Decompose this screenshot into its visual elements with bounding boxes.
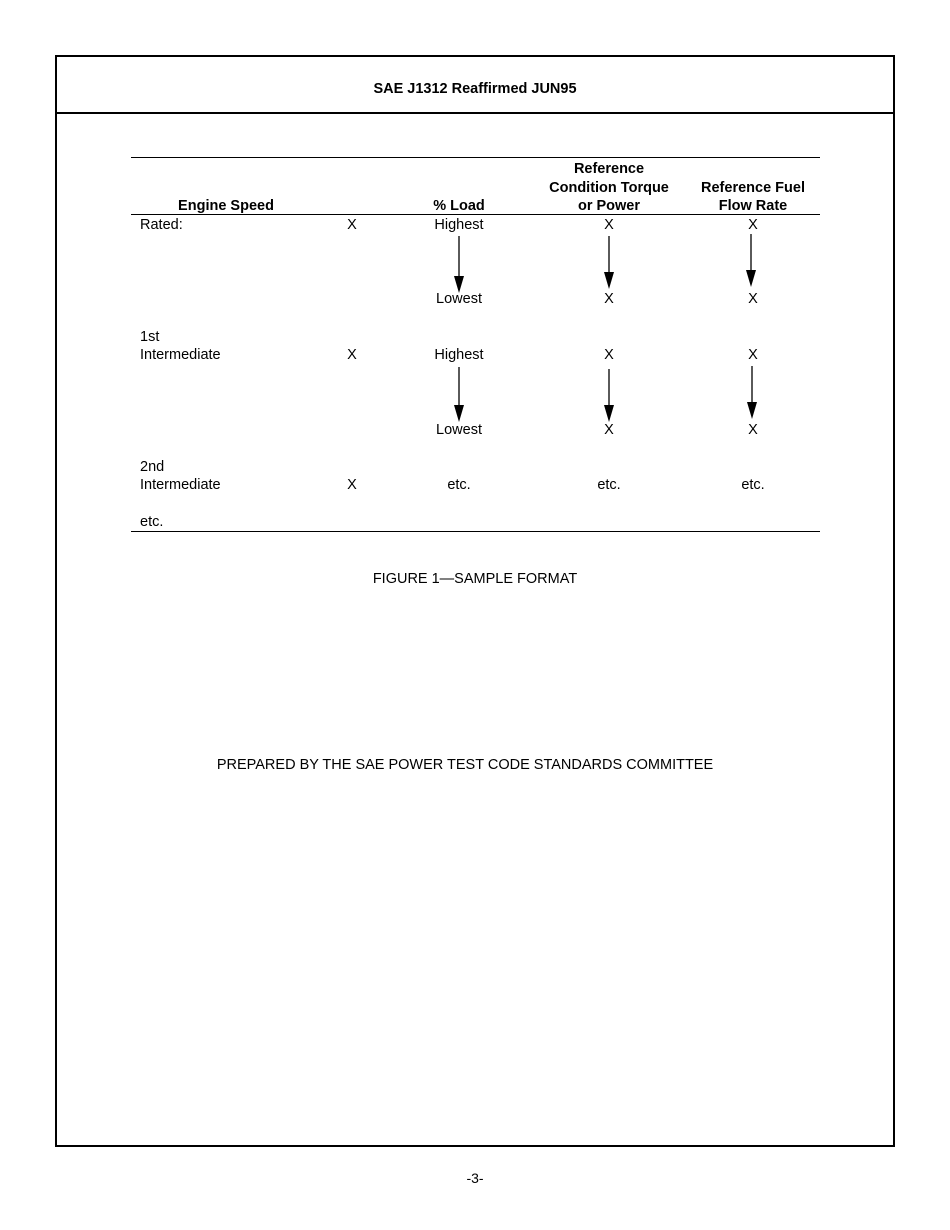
table-header-rule: [131, 214, 820, 215]
col-header-load: % Load: [433, 198, 485, 214]
row-rated-torque-low: X: [604, 291, 614, 307]
row-second-label2: Intermediate: [140, 477, 221, 493]
down-arrow-icon: [601, 236, 617, 290]
page-header: [57, 57, 893, 114]
row-first-label1: 1st: [140, 329, 160, 345]
row-rated-fuel-high: X: [748, 217, 758, 233]
down-arrow-icon: [451, 236, 467, 294]
row-first-fuel-high: X: [748, 347, 758, 363]
row-rated-torque-high: X: [604, 217, 614, 233]
figure-caption: FIGURE 1—SAMPLE FORMAT: [372, 571, 578, 587]
row-second-load: etc.: [447, 477, 471, 493]
row-second-label1: 2nd: [140, 459, 165, 475]
row-first-torque-high: X: [604, 347, 614, 363]
row-second-mark: X: [347, 477, 357, 493]
page-number: -3-: [466, 1170, 484, 1186]
col-header-torque-line2: Condition Torque: [549, 180, 669, 196]
row-rated-load-high: Highest: [434, 217, 484, 233]
row-rated-label: Rated:: [140, 217, 183, 233]
row-rated-load-low: Lowest: [436, 291, 482, 307]
row-first-torque-low: X: [604, 422, 614, 438]
col-header-torque-line3: or Power: [577, 198, 641, 214]
row-first-load-low: Lowest: [436, 422, 482, 438]
row-etc-label: etc.: [140, 514, 164, 530]
header-title: SAE J1312 Reaffirmed JUN95: [373, 81, 577, 97]
row-first-load-high: Highest: [434, 347, 484, 363]
row-second-fuel: etc.: [741, 477, 765, 493]
row-second-torque: etc.: [597, 477, 621, 493]
col-header-fuel-line2: Flow Rate: [718, 198, 788, 214]
down-arrow-icon: [743, 234, 759, 288]
table-top-rule: [131, 157, 820, 158]
row-first-mark: X: [347, 347, 357, 363]
col-header-fuel-line1: Reference Fuel: [701, 180, 805, 196]
row-first-label2: Intermediate: [140, 347, 221, 363]
down-arrow-icon: [744, 366, 760, 420]
row-first-fuel-low: X: [748, 422, 758, 438]
table-bottom-rule: [131, 531, 820, 532]
row-rated-mark: X: [347, 217, 357, 233]
col-header-torque-line1: Reference: [573, 161, 645, 177]
down-arrow-icon: [451, 367, 467, 423]
row-rated-fuel-low: X: [748, 291, 758, 307]
prepared-by-statement: PREPARED BY THE SAE POWER TEST CODE STANDARDS COMMITTEE: [216, 757, 714, 773]
down-arrow-icon: [601, 369, 617, 423]
col-header-engine-speed: Engine Speed: [178, 198, 274, 214]
